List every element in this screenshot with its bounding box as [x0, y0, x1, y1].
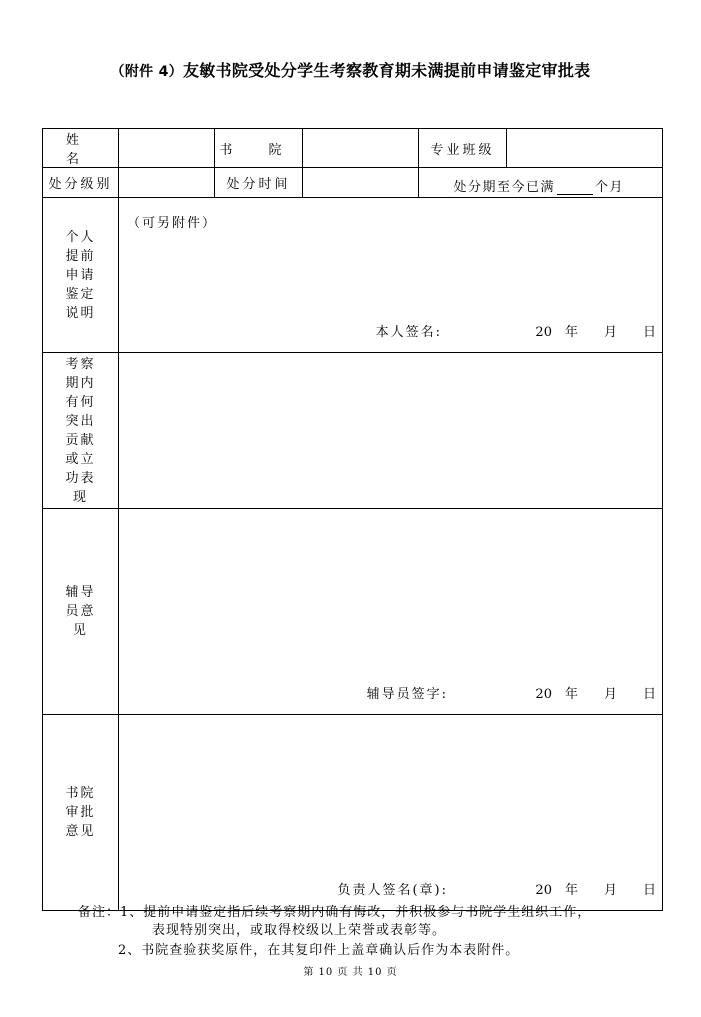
remarks: [78, 904, 591, 960]
period-prefix: 处分期至今已满: [453, 180, 555, 195]
contribution-label: 考察期内有何突出贡献或立功表现: [43, 353, 119, 509]
penalty-time-label: 处分时间: [215, 168, 303, 198]
applicant-signature-label: 本人签名:: [375, 325, 442, 340]
approval-form-table: [42, 128, 663, 911]
name-label: 姓 名: [43, 129, 119, 168]
title-main: 友敏书院受处分学生考察教育期未满提前申请鉴定审批表: [182, 61, 591, 80]
remarks-prefix: 备注：: [78, 905, 121, 920]
personal-statement-field[interactable]: [119, 198, 663, 353]
row-counselor-opinion: [43, 509, 663, 715]
penalty-level-label: 处分级别: [43, 168, 119, 198]
name-field[interactable]: [119, 129, 215, 168]
director-signature-label: 负责人签名(章):: [337, 883, 448, 898]
penalty-time-field[interactable]: [303, 168, 419, 198]
college-field[interactable]: [303, 129, 419, 168]
applicant-date: 20 年 月 日: [535, 325, 656, 340]
attachment-note: （可另附件）: [127, 216, 218, 231]
college-label: 书 院: [215, 129, 303, 168]
counselor-signature-label: 辅导员签字:: [366, 687, 448, 702]
row-college-approval: [43, 715, 663, 911]
major-class-label: 专业班级: [419, 129, 507, 168]
contribution-field[interactable]: [119, 353, 663, 509]
penalty-level-field[interactable]: [119, 168, 215, 198]
period-suffix: 个月: [594, 180, 624, 195]
row-penalty-info: [43, 168, 663, 198]
personal-statement-label: 个人提前申请鉴定说明: [43, 198, 119, 353]
approval-date: 20 年 月 日: [535, 883, 656, 898]
row-basic-info: [43, 129, 663, 168]
attachment-label: （附件 4）: [110, 64, 183, 80]
row-contribution: [43, 353, 663, 509]
remark-2: 2、书院查验获奖原件，在其复印件上盖章确认后作为本表附件。: [118, 943, 520, 958]
counselor-date: 20 年 月 日: [535, 687, 656, 702]
college-approval-label: 书院审批意见: [43, 715, 119, 911]
page-title: [0, 58, 701, 81]
months-blank-field[interactable]: [557, 180, 593, 195]
row-personal-statement: [43, 198, 663, 353]
college-approval-field[interactable]: [119, 715, 663, 911]
remark-1-continued: 表现特别突出，或取得校级以上荣誉或表彰等。: [152, 923, 447, 938]
penalty-period-cell: [419, 168, 663, 198]
remark-1: 1、提前申请鉴定指后续考察期内确有悔改，并积极参与书院学生组织工作，: [120, 905, 592, 920]
major-class-field[interactable]: [507, 129, 663, 168]
counselor-opinion-field[interactable]: [119, 509, 663, 715]
page-number: 第 10 页 共 10 页: [303, 967, 398, 978]
counselor-opinion-label: 辅导员意见: [43, 509, 119, 715]
